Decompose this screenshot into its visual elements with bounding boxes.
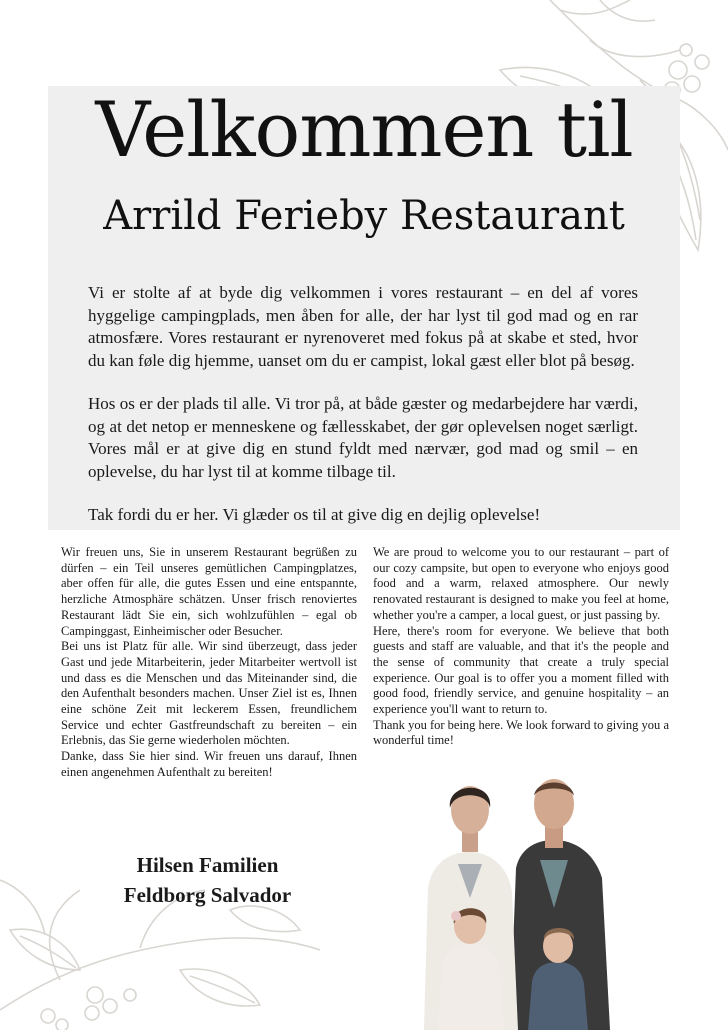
restaurant-name: Arrild Ferieby Restaurant [103,193,625,239]
danish-paragraph-2: Hos os er der plads til alle. Vi tror på, at både gæster og medarbejdere har værdi, og at det netop er menneskene og fællesskabet, der gør oplevelsen noget særligt. Vores mål er at give dig en stund fyldt med nærvær, god mad og smil – en oplevelse, du har lyst til at komme tilbage til. [88,394,638,481]
danish-intro [88,282,638,548]
english-column [373,545,669,749]
english-paragraph-2: Here, there's room for everyone. We believe that both guests and staff are valuable, and that it's the people and the sense of community that create a truly special experience. Our goal is to offer you a moment filled with good food, friendly service, and genuine hospitality – an experience you'll want to return to. [373,623,669,717]
signature-line-1: Hilsen Familien [136,853,279,877]
english-paragraph-3: Thank you for being here. We look forward to giving you a wonderful time! [373,717,669,748]
german-paragraph-2: Bei uns ist Platz für alle. Wir sind überzeugt, dass jeder Gast und jede Mitarbeiterin, jeder Mitarbeiter wertvoll ist und dass es die Menschen und das Miteinander sind, die den Aufenthalt besonders machen. Unser Ziel ist es, Ihnen eine schöne Zeit mit leckerem Essen, freundlichem Service und echter Gastfreundschaft zu bereiten – ein Erlebnis, das Sie gerne wiederholen möchten. [61,639,357,748]
page-title: Velkommen til [95,85,633,174]
danish-paragraph-3: Tak fordi du er her. Vi glæder os til at give dig en dejlig oplevelse! [88,505,541,524]
danish-paragraph-1: Vi er stolte af at byde dig velkommen i vores restaurant – en del af vores hyggelige campingplads, men åben for alle, der har lyst til god mad og en rar atmosfære. Vores restaurant er nyrenoveret med fokus på at skabe et sted, hvor du kan føle dig hjemme, uanset om du er campist, lokal gæst eller blot på besøg. [88,283,638,370]
signature-line-2: Feldborg Salvador [123,883,292,907]
german-paragraph-3: Danke, dass Sie hier sind. Wir freuen uns darauf, Ihnen einen angenehmen Aufenthalt zu bereiten! [61,749,357,779]
german-paragraph-1: Wir freuen uns, Sie in unserem Restaurant begrüßen zu dürfen – ein Teil unseres gemütlichen Campingplatzes, aber offen für alle, die gutes Essen und eine entspannte, herzliche Atmosphäre schätzen. Unser frisch renoviertes Restaurant lädt Sie ein, sich wohlzufühlen – egal ob Campinggast, Einheimischer oder Besucher. [61,545,357,638]
family-photo [424,768,624,1030]
english-paragraph-1: We are proud to welcome you to our restaurant – part of our cozy campsite, but open to everyone who enjoys good food and a warm, relaxed atmosphere. Our newly renovated restaurant is designed to make you feel at home, whether you're a camper, a local guest, or just passing by. [373,545,669,622]
signature [100,850,315,910]
german-column [61,545,357,781]
